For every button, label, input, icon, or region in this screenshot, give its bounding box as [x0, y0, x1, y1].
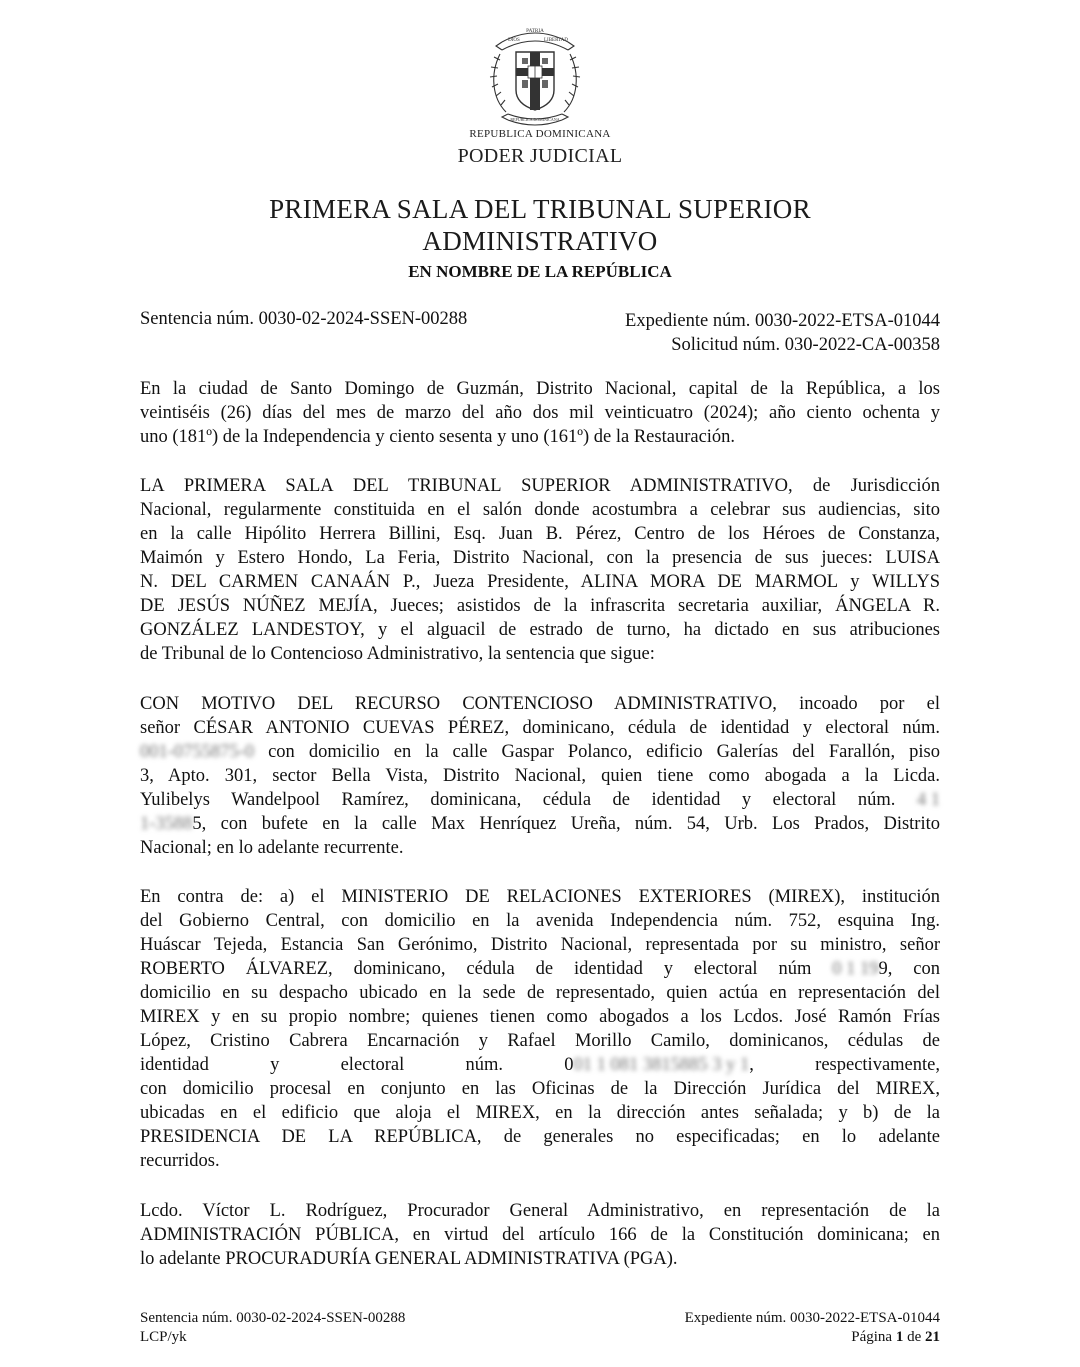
seal-text-libertad: LIBERTAD: [543, 38, 569, 43]
text-line: del Gobierno Central, con domicilio en la avenida Independencia núm. 752, esquina Ing.: [140, 911, 940, 931]
text-line: DE JESÚS NÚÑEZ MEJÍA, Jueces; asistidos de la infrascrita secretaria auxiliar, ÁNGELA R.: [140, 596, 940, 616]
text-line: LA PRIMERA SALA DEL TRIBUNAL SUPERIOR ADMINISTRATIVO, de Jurisdicción: [140, 476, 940, 496]
coat-of-arms-icon: [486, 20, 584, 128]
page-current: 1: [895, 1329, 904, 1345]
text-line: Lcdo. Víctor L. Rodríguez, Procurador General Administrativo, en representación de la: [140, 1201, 940, 1221]
text-line: PRESIDENCIA DE LA REPÚBLICA, de generales no especificadas; en lo adelante: [140, 1127, 940, 1147]
text-line: Nacional, regularmente constituida en el salón donde acostumbra a celebrar sus audiencias, sito: [140, 500, 940, 520]
sentencia-number: Sentencia núm. 0030-02-2024-SSEN-00288: [140, 309, 468, 329]
court-title: [200, 193, 880, 257]
text-line: En contra de: a) el MINISTERIO DE RELACIONES EXTERIORES (MIREX), institución: [140, 887, 940, 907]
text-line: ubicadas en el edificio que aloja el MIREX, en la dirección antes señalada; y b) de la: [140, 1103, 940, 1123]
text-line: en la calle Hipólito Herrera Billini, Esq. Juan B. Pérez, Centro de los Héroes de Constanza,: [140, 524, 940, 544]
text-line-redacted: [140, 957, 940, 981]
seal-text-dios: DIOS: [508, 38, 520, 43]
text-fragment: 9, con: [878, 959, 940, 979]
footer-left: [140, 1309, 405, 1347]
court-title-line-1: PRIMERA SALA DEL TRIBUNAL SUPERIOR: [269, 194, 811, 224]
text-fragment: identidad y electoral núm. 0: [140, 1055, 574, 1075]
text-fragment: , respectivamente,: [749, 1055, 940, 1075]
expediente-number: Expediente núm. 0030-2022-ETSA-01044: [625, 311, 940, 331]
seal-text-ribbon: REPUBLICA DOMINICANA: [510, 117, 560, 122]
redacted-id: 01 1 081 3815885 3 y 1: [573, 1055, 750, 1075]
republica-caption: REPUBLICA DOMINICANA: [469, 128, 611, 140]
text-line: MIREX y en su propio nombre; quienes tienen como abogados a los Lcdos. José Ramón Frías: [140, 1007, 940, 1027]
case-references: [625, 309, 940, 357]
paragraph-recurridos: [140, 885, 940, 1173]
court-title-line-2: ADMINISTRATIVO: [422, 226, 658, 256]
redacted-id: 1-3588: [140, 814, 193, 834]
footer-right: [685, 1309, 940, 1347]
text-line: CON MOTIVO DEL RECURSO CONTENCIOSO ADMINISTRATIVO, incoado por el: [140, 694, 940, 714]
footer-sentencia: Sentencia núm. 0030-02-2024-SSEN-00288: [140, 1310, 406, 1326]
text-line: En la ciudad de Santo Domingo de Guzmán, Distrito Nacional, capital de la República, a los: [140, 379, 940, 399]
text-line: veintiséis (26) días del mes de marzo del año dos mil veinticuatro (2024); año ciento ochenta y: [140, 403, 940, 423]
paragraph-recurrente: [140, 692, 940, 860]
footer-initials: LCP/yk: [140, 1329, 187, 1345]
text-line: GONZÁLEZ LANDESTOY, y el alguacil de estrado de turno, ha dictado en sus atribuciones: [140, 620, 940, 640]
text-line: Huáscar Tejeda, Estancia San Gerónimo, Distrito Nacional, representada por su ministro, señor: [140, 935, 940, 955]
text-line: López, Cristino Cabrera Encarnación y Rafael Morillo Camilo, dominicanos, cédulas de: [140, 1031, 940, 1051]
text-fragment: con domicilio en la calle Gaspar Polanco, edificio Galerías del Farallón, piso: [268, 742, 940, 762]
text-line: uno (181º) de la Independencia y ciento sesenta y uno (161º) de la Restauración.: [140, 427, 736, 447]
text-fragment: 5, con bufete en la calle Max Henríquez Ureña, núm. 54, Urb. Los Prados, Distrito: [192, 814, 940, 834]
en-nombre-heading: EN NOMBRE DE LA REPÚBLICA: [408, 262, 672, 281]
text-line: domicilio en su despacho ubicado en la sede de representado, quien actúa en representación del: [140, 983, 940, 1003]
text-line: 3, Apto. 301, sector Bella Vista, Distrito Nacional, quien tiene como abogada a la Licda.: [140, 766, 940, 786]
text-line: de Tribunal de lo Contencioso Administrativo, la sentencia que sigue:: [140, 644, 655, 664]
page-label: Página: [851, 1329, 893, 1345]
text-line: Nacional; en lo adelante recurrente.: [140, 838, 404, 858]
text-fragment: Yulibelys Wandelpool Ramírez, dominicana, cédula de identidad y electoral núm.: [140, 790, 896, 810]
text-line-redacted: [140, 740, 940, 764]
text-line: recurridos.: [140, 1151, 220, 1171]
text-line: ADMINISTRACIÓN PÚBLICA, en virtud del artículo 166 de la Constitución dominicana; en: [140, 1225, 940, 1245]
solicitud-number: Solicitud núm. 030-2022-CA-00358: [671, 335, 940, 355]
text-line: con domicilio procesal en conjunto en las Oficinas de la Dirección Jurídica del MIREX,: [140, 1079, 940, 1099]
page-of: de: [907, 1329, 922, 1345]
paragraph-pga: [140, 1199, 940, 1271]
text-line: lo adelante PROCURADURÍA GENERAL ADMINISTRATIVA (PGA).: [140, 1249, 678, 1269]
text-line-redacted: [140, 1053, 940, 1077]
text-fragment: ROBERTO ÁLVAREZ, dominicano, cédula de identidad y electoral núm: [140, 959, 812, 979]
redacted-id: 001-0755875-0: [140, 742, 255, 762]
redacted-id: 4 1: [916, 790, 940, 810]
text-line: señor CÉSAR ANTONIO CUEVAS PÉREZ, dominicano, cédula de identidad y electoral núm.: [140, 718, 940, 738]
text-line: N. DEL CARMEN CANAÁN P., Jueza Presidente, ALINA MORA DE MARMOL y WILLYS: [140, 572, 940, 592]
page-total: 21: [925, 1329, 940, 1345]
footer-expediente: Expediente núm. 0030-2022-ETSA-01044: [684, 1310, 940, 1326]
paragraph-court: [140, 474, 940, 666]
text-line: Maimón y Estero Hondo, La Feria, Distrito Nacional, con la presencia de sus jueces: LUISA: [140, 548, 940, 568]
text-line-redacted: [140, 788, 940, 812]
poder-judicial-title: PODER JUDICIAL: [457, 145, 623, 167]
seal-text-patria: PATRIA: [526, 28, 544, 34]
redacted-id: 0 1 19: [832, 959, 879, 979]
text-line-redacted: [140, 812, 940, 836]
paragraph-date: [140, 377, 940, 449]
page-number: [685, 1328, 940, 1347]
